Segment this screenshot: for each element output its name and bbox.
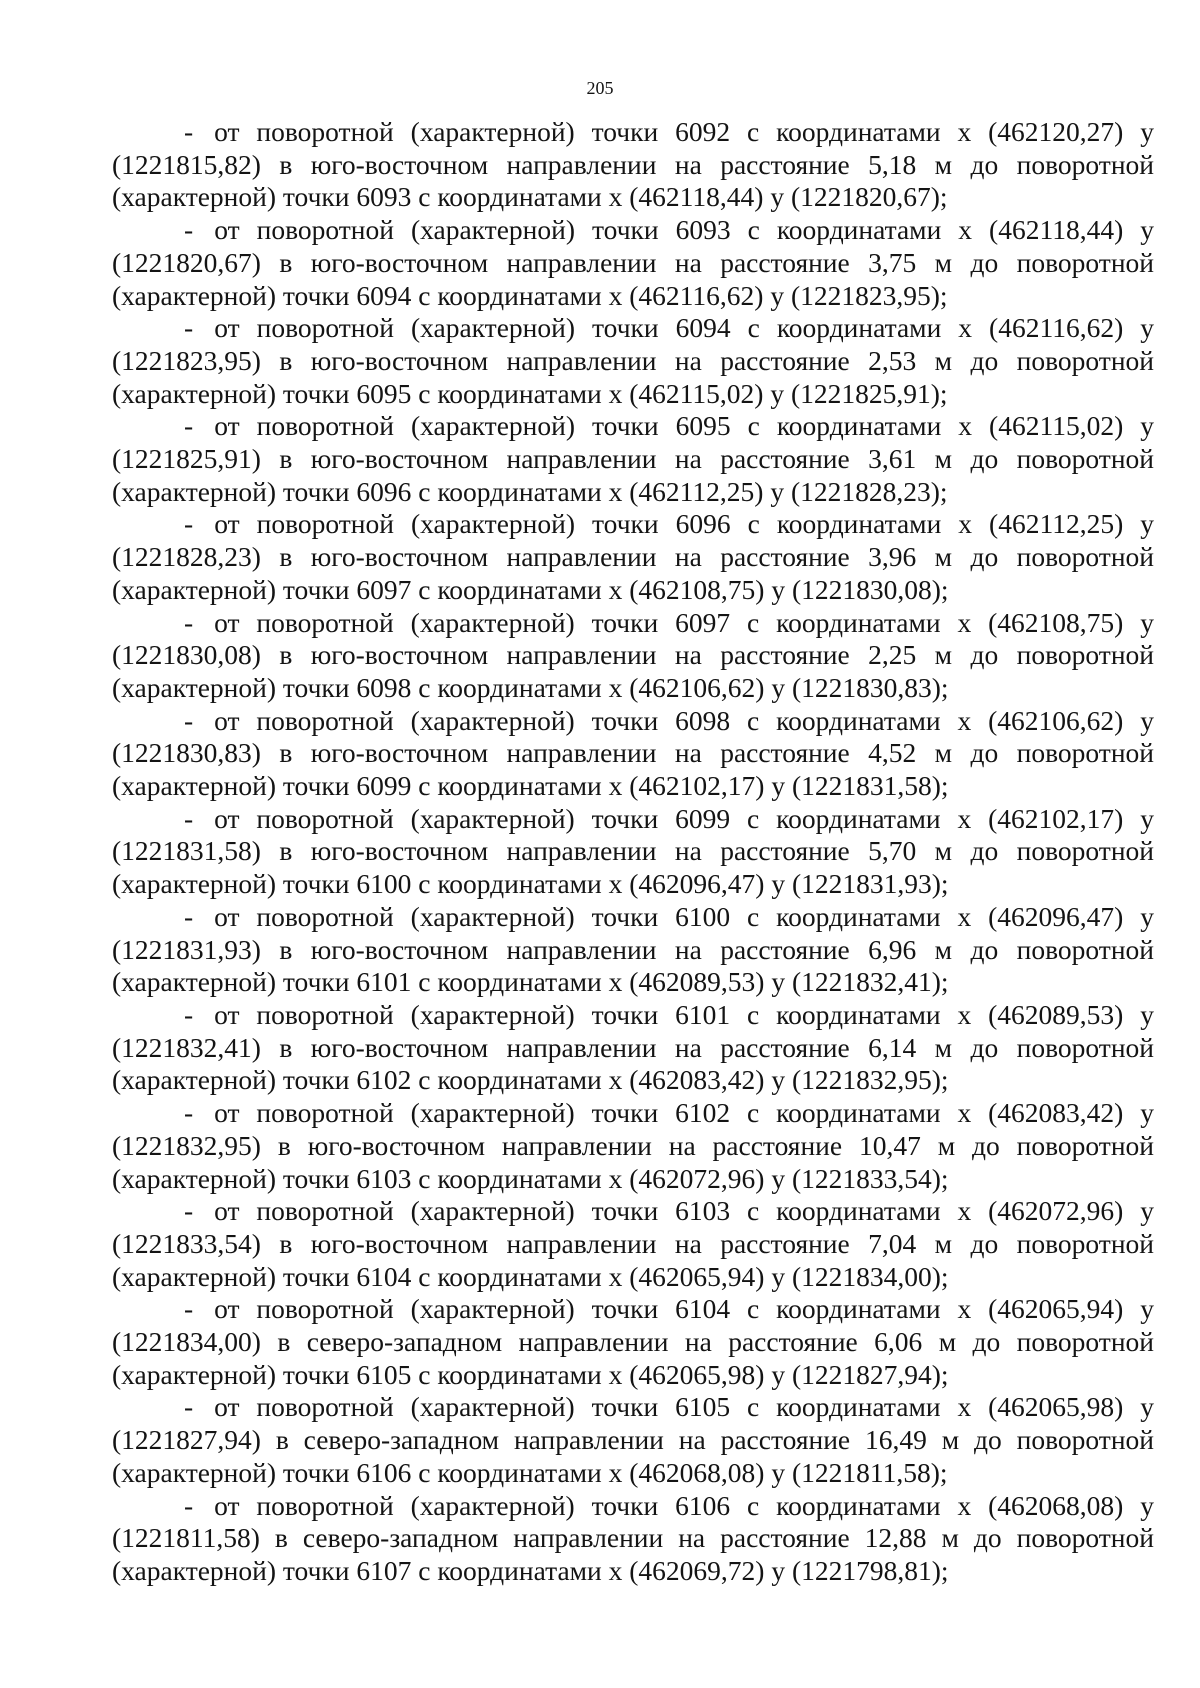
list-dash: -	[184, 410, 194, 442]
boundary-segment-6106	[112, 1490, 1154, 1588]
segment-text: от поворотной (характерной) точки 6102 с координатами x (462083,42) y (1221832,95) в юго-восточном направлении на расстояние 10,47 м до поворотной (характерной) точки 6103 с координатами x (462072,96) y (1221833,54);	[112, 1097, 1155, 1194]
boundary-segment-6104	[112, 1293, 1154, 1391]
list-dash: -	[184, 1293, 194, 1325]
document-body	[112, 116, 1154, 1588]
list-dash: -	[184, 214, 194, 246]
segment-text: от поворотной (характерной) точки 6098 с координатами x (462106,62) y (1221830,83) в юго-восточном направлении на расстояние 4,52 м до поворотной (характерной) точки 6099 с координатами x (462102,17) y (1221831,58);	[112, 704, 1155, 802]
segment-text: от поворотной (характерной) точки 6095 с координатами x (462115,02) y (1221825,91) в юго-восточном направлении на расстояние 3,61 м до поворотной (характерной) точки 6096 с координатами x (462112,25) y (1221828,23);	[112, 410, 1154, 507]
boundary-segment-6094	[112, 312, 1154, 410]
list-dash: -	[184, 312, 194, 344]
segment-text: от поворотной (характерной) точки 6097 с координатами x (462108,75) y (1221830,08) в юго-восточном направлении на расстояние 2,25 м до поворотной (характерной) точки 6098 с координатами x (462106,62) y (1221830,83);	[112, 606, 1155, 703]
segment-text: от поворотной (характерной) точки 6105 с координатами x (462065,98) y (1221827,94) в северо-западном направлении на расстояние 16,49 м до поворотной (характерной) точки 6106 с координатами x (462068,08) y (1221811,58);	[112, 1391, 1155, 1488]
boundary-segment-6103	[112, 1195, 1154, 1293]
list-dash: -	[184, 1391, 194, 1423]
list-dash: -	[184, 1195, 194, 1227]
boundary-segment-6102	[112, 1097, 1154, 1195]
segment-text: от поворотной (характерной) точки 6106 с координатами x (462068,08) y (1221811,58) в северо-западном направлении на расстояние 12,88 м до поворотной (характерной) точки 6107 с координатами x (462069,72) y (1221798,81);	[112, 1489, 1155, 1586]
list-dash: -	[184, 116, 194, 147]
page-number: 205	[586, 78, 614, 98]
segment-text: от поворотной (характерной) точки 6104 с координатами x (462065,94) y (1221834,00) в северо-западном направлении на расстояние 6,06 м до поворотной (характерной) точки 6105 с координатами x (462065,98) y (1221827,94);	[112, 1293, 1155, 1390]
segment-text: от поворотной (характерной) точки 6099 с координатами x (462102,17) y (1221831,58) в юго-восточном направлении на расстояние 5,70 м до поворотной (характерной) точки 6100 с координатами x (462096,47) y (1221831,93);	[112, 802, 1155, 900]
list-dash: -	[184, 998, 194, 1030]
segment-text: от поворотной (характерной) точки 6093 с координатами x (462118,44) y (1221820,67) в юго-восточном направлении на расстояние 3,75 м до поворотной (характерной) точки 6094 с координатами x (462116,62) y (1221823,95);	[112, 214, 1154, 311]
boundary-segment-6097	[112, 607, 1154, 705]
list-dash: -	[184, 1489, 194, 1521]
segment-text: от поворотной (характерной) точки 6094 с координатами x (462116,62) y (1221823,95) в юго-восточном направлении на расстояние 2,53 м до поворотной (характерной) точки 6095 с координатами x (462115,02) y (1221825,91);	[112, 312, 1154, 409]
list-dash: -	[184, 1097, 194, 1129]
boundary-segment-6092	[112, 116, 1154, 214]
boundary-segment-6099	[112, 803, 1154, 901]
list-dash: -	[184, 802, 194, 834]
list-dash: -	[184, 508, 194, 540]
segment-text: от поворотной (характерной) точки 6096 с координатами x (462112,25) y (1221828,23) в юго-восточном направлении на расстояние 3,96 м до поворотной (характерной) точки 6097 с координатами x (462108,75) y (1221830,08);	[112, 508, 1154, 605]
boundary-segment-6105	[112, 1391, 1154, 1489]
segment-text: от поворотной (характерной) точки 6092 с координатами x (462120,27) y (1221815,82) в юго-восточном направлении на расстояние 5,18 м до поворотной (характерной) точки 6093 с координатами x (462118,44) y (1221820,67);	[112, 116, 1155, 213]
boundary-segment-6100	[112, 901, 1154, 999]
list-dash: -	[184, 900, 194, 932]
boundary-segment-6098	[112, 705, 1154, 803]
segment-text: от поворотной (характерной) точки 6100 с координатами x (462096,47) y (1221831,93) в юго-восточном направлении на расстояние 6,96 м до поворотной (характерной) точки 6101 с координатами x (462089,53) y (1221832,41);	[112, 900, 1155, 998]
segment-text: от поворотной (характерной) точки 6103 с координатами x (462072,96) y (1221833,54) в юго-восточном направлении на расстояние 7,04 м до поворотной (характерной) точки 6104 с координатами x (462065,94) y (1221834,00);	[112, 1195, 1155, 1292]
boundary-segment-6101	[112, 999, 1154, 1097]
segment-text: от поворотной (характерной) точки 6101 с координатами x (462089,53) y (1221832,41) в юго-восточном направлении на расстояние 6,14 м до поворотной (характерной) точки 6102 с координатами x (462083,42) y (1221832,95);	[112, 998, 1155, 1096]
boundary-segment-6095	[112, 410, 1154, 508]
list-dash: -	[184, 704, 194, 736]
boundary-segment-6093	[112, 214, 1154, 312]
boundary-segment-6096	[112, 508, 1154, 606]
list-dash: -	[184, 606, 194, 638]
